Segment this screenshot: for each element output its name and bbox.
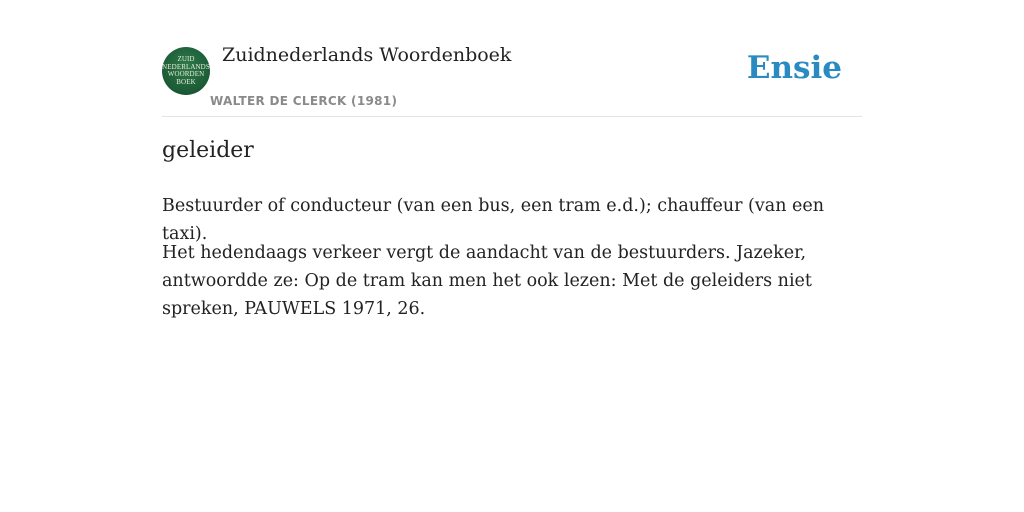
logo-line: NEDERLANDS	[162, 62, 210, 71]
logo-line: BOEK	[176, 77, 196, 86]
page	[162, 0, 862, 319]
dictionary-title-link[interactable]: Zuidnederlands Woordenboek	[222, 44, 512, 66]
logo-line: WOORDEN	[167, 70, 205, 78]
logo-line: ZUID	[177, 55, 195, 63]
header	[162, 0, 862, 117]
definition-text: Bestuurder of conducteur (van een bus, een tram e.d.); chauffeur (van een taxi).	[162, 196, 825, 244]
dictionary-author: WALTER DE CLERCK (1981)	[210, 94, 398, 108]
dictionary-logo[interactable]	[162, 47, 210, 95]
example-text: Het hedendaags verkeer vergt de aandacht van de bestuurders. Jazeker, antwoordde ze: Op de tram kan men het ook lezen: Met de geleiders niet spreken, PAUWELS 1971, 26.	[162, 243, 812, 319]
headword: geleider	[162, 138, 254, 163]
brand-logo-link[interactable]: Ensie	[746, 50, 842, 86]
